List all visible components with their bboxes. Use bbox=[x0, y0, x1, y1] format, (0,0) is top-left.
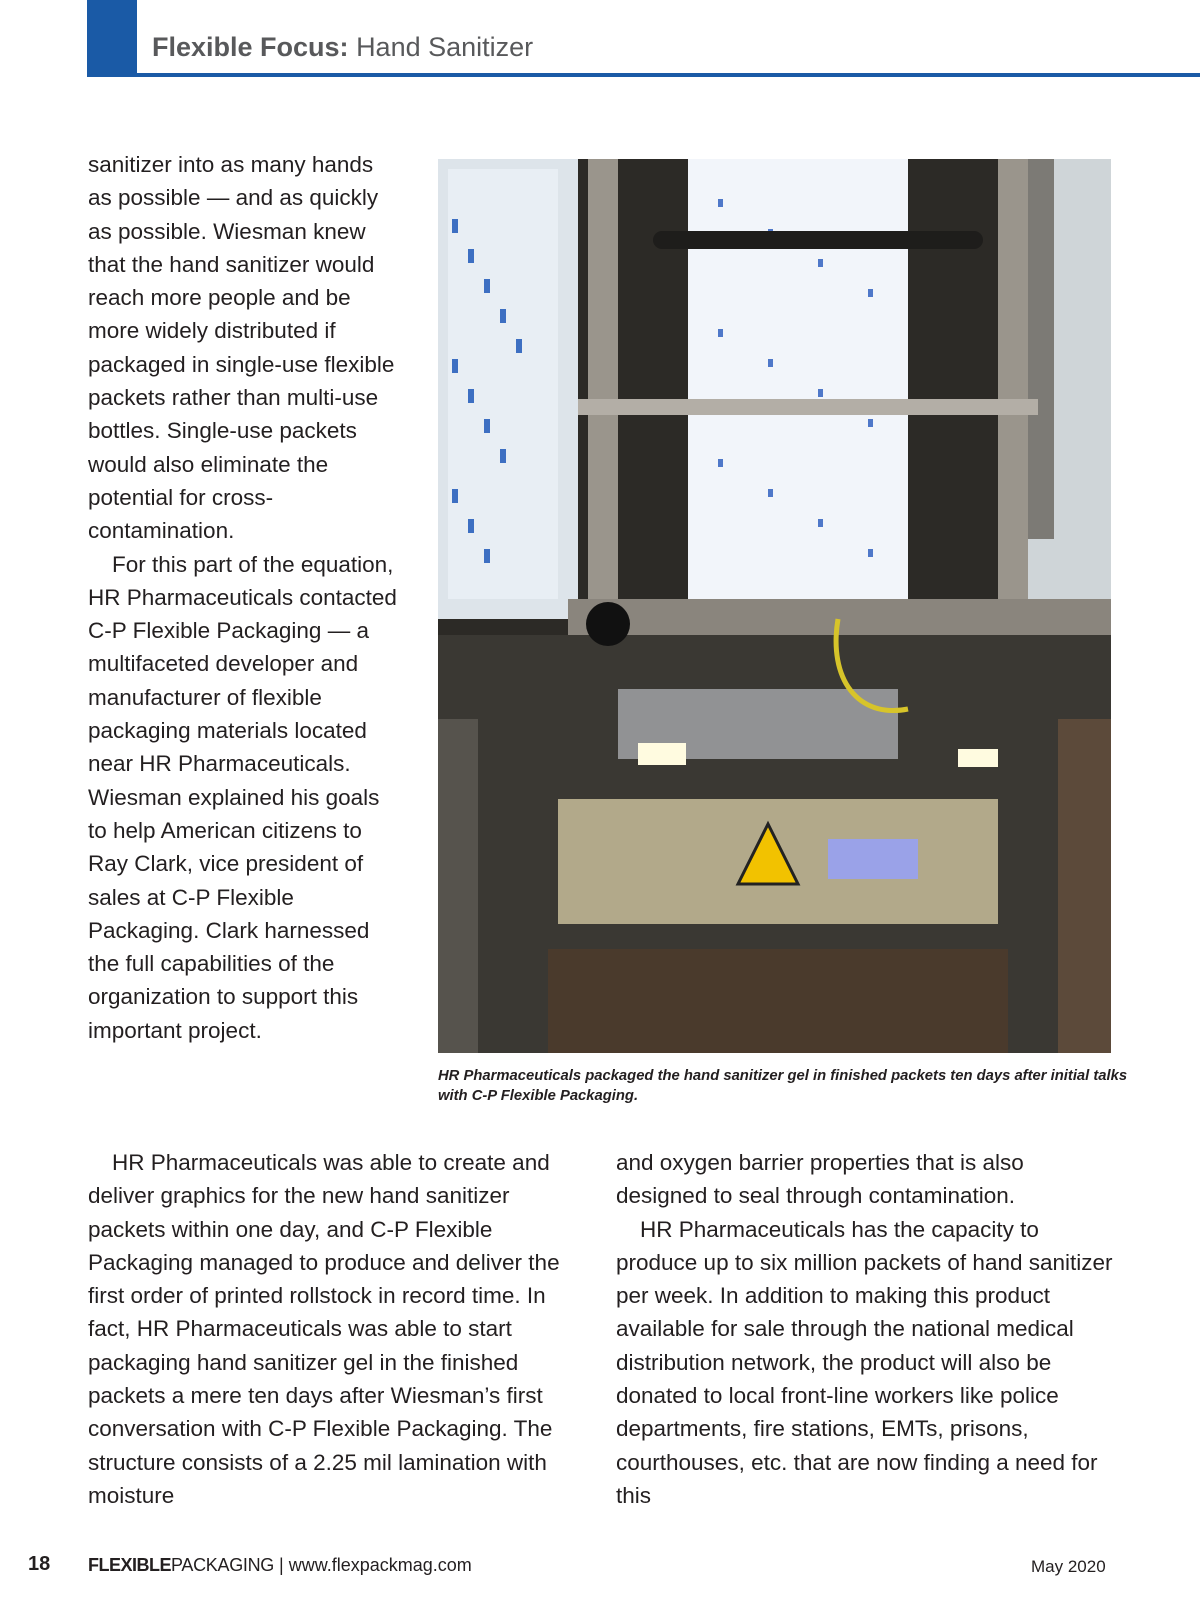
section-label: Flexible Focus: bbox=[152, 32, 349, 62]
packaging-machine-photo bbox=[438, 159, 1111, 1053]
issue-date: May 2020 bbox=[1031, 1557, 1106, 1576]
section-topic: Hand Sanitizer bbox=[356, 32, 534, 62]
footer-brand bbox=[88, 1555, 472, 1576]
page-number: 18 bbox=[28, 1553, 51, 1575]
running-header bbox=[152, 32, 533, 63]
website-link[interactable]: | www.flexpackmag.com bbox=[279, 1555, 472, 1575]
paragraph: sanitizer into as many hands as possible — and as quickly as possible. Wiesman knew that the hand sanitizer would reach more people and be more widely distributed if packaged in single-use flexible packets rather than multi-use bottles. Single-use packets would also eliminate the potential for cross-contamination. bbox=[88, 152, 395, 544]
right-text-column bbox=[616, 1146, 1116, 1512]
paragraph: HR Pharmaceuticals has the capacity to produce up to six million packets of hand sanitizer per week. In addition to making this product available for sale through the national medical distribution network, the product will also be donated to local front-line workers like police departments, fire stations, EMTs, prisons, courthouses, etc. that are now finding a need for this bbox=[616, 1216, 1113, 1508]
header-rule bbox=[87, 73, 1200, 77]
paragraph: For this part of the equation, HR Pharmaceuticals contacted C-P Flexible Packaging — a multifaceted developer and manufacturer of flexible packaging materials located near HR Pharmaceuticals. Wiesman explained his goals to help American citizens to Ray Clark, vice president of sales at C-P Flexible Packaging. Clark harnessed the full capabilities of the organization to support this important project. bbox=[88, 551, 397, 1043]
brand-bold: FLEXIBLE bbox=[88, 1555, 172, 1575]
brand-light: PACKAGING bbox=[171, 1555, 275, 1575]
header-color-block bbox=[87, 0, 137, 76]
photo-caption: HR Pharmaceuticals packaged the hand sanitizer gel in finished packets ten days after initial talks with C-P Flexible Packaging. bbox=[438, 1068, 1128, 1104]
left-text-column bbox=[88, 1146, 583, 1512]
paragraph: HR Pharmaceuticals was able to create and deliver graphics for the new hand sanitizer packets within one day, and C-P Flexible Packaging managed to produce and deliver the first order of printed rollstock in record time. In fact, HR Pharmaceuticals was able to start packaging hand sanitizer gel in the finished packets a mere ten days after Wiesman’s first conversation with C-P Flexible Packaging. The structure consists of a 2.25 mil lamination with moisture bbox=[88, 1150, 560, 1508]
narrow-text-column bbox=[88, 148, 398, 1047]
paragraph: and oxygen barrier properties that is also designed to seal through contamination. bbox=[616, 1150, 1024, 1209]
